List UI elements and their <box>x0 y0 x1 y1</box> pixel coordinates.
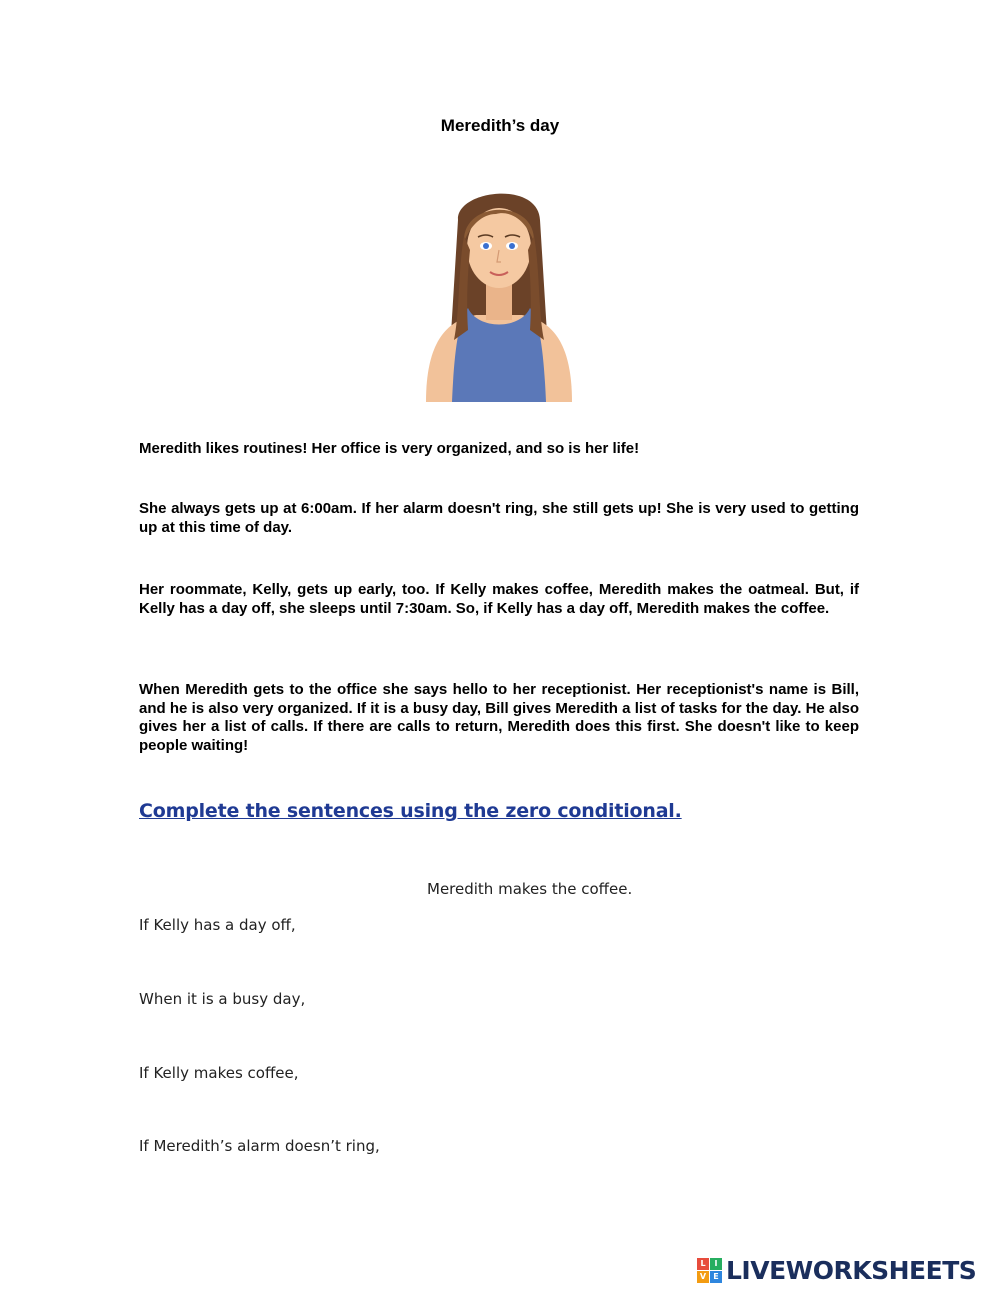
answer-input-2[interactable] <box>420 986 864 1014</box>
answer-input-4[interactable] <box>420 1133 864 1161</box>
paragraph-roommate: Her roommate, Kelly, gets up early, too. If Kelly makes coffee, Meredith makes the oatmeal. But, if Kelly has a day off, she sleeps until 7:30am. So, if Kelly has a day off, Meredith makes the coffee. <box>139 581 859 617</box>
prompt-busy-day: When it is a busy day, <box>139 990 306 1008</box>
logo-block: V <box>697 1271 709 1283</box>
logo-block: E <box>710 1271 722 1283</box>
logo-block: L <box>697 1258 709 1270</box>
prompt-kelly-coffee: If Kelly makes coffee, <box>139 1064 299 1082</box>
logo-text: LIVEWORKSHEETS <box>726 1255 977 1285</box>
worksheet-title: Meredith’s day <box>440 116 560 135</box>
prompt-alarm: If Meredith’s alarm doesn’t ring, <box>139 1137 380 1155</box>
liveworksheets-logo <box>697 1255 976 1285</box>
answer-input-1[interactable] <box>420 912 864 940</box>
paragraph-alarm: She always gets up at 6:00am. If her alarm doesn't ring, she still gets up! She is very used to getting up at this time of day. <box>139 500 859 536</box>
logo-blocks-icon <box>697 1258 722 1283</box>
exercise-instruction: Complete the sentences using the zero conditional. <box>139 800 682 822</box>
example-answer: Meredith makes the coffee. <box>427 880 633 898</box>
woman-illustration <box>418 180 580 402</box>
prompt-kelly-day-off: If Kelly has a day off, <box>139 916 296 934</box>
logo-block: I <box>710 1258 722 1270</box>
paragraph-office: When Meredith gets to the office she says hello to her receptionist. Her receptionist's name is Bill, and he is also very organized. If it is a busy day, Bill gives Meredith a list of tasks for the day. He also gives her a list of calls. If there are calls to return, Meredith does this first. She doesn't like to keep people waiting! <box>139 681 859 754</box>
paragraph-routines: Meredith likes routines! Her office is very organized, and so is her life! <box>139 440 640 457</box>
answer-input-3[interactable] <box>420 1060 864 1088</box>
